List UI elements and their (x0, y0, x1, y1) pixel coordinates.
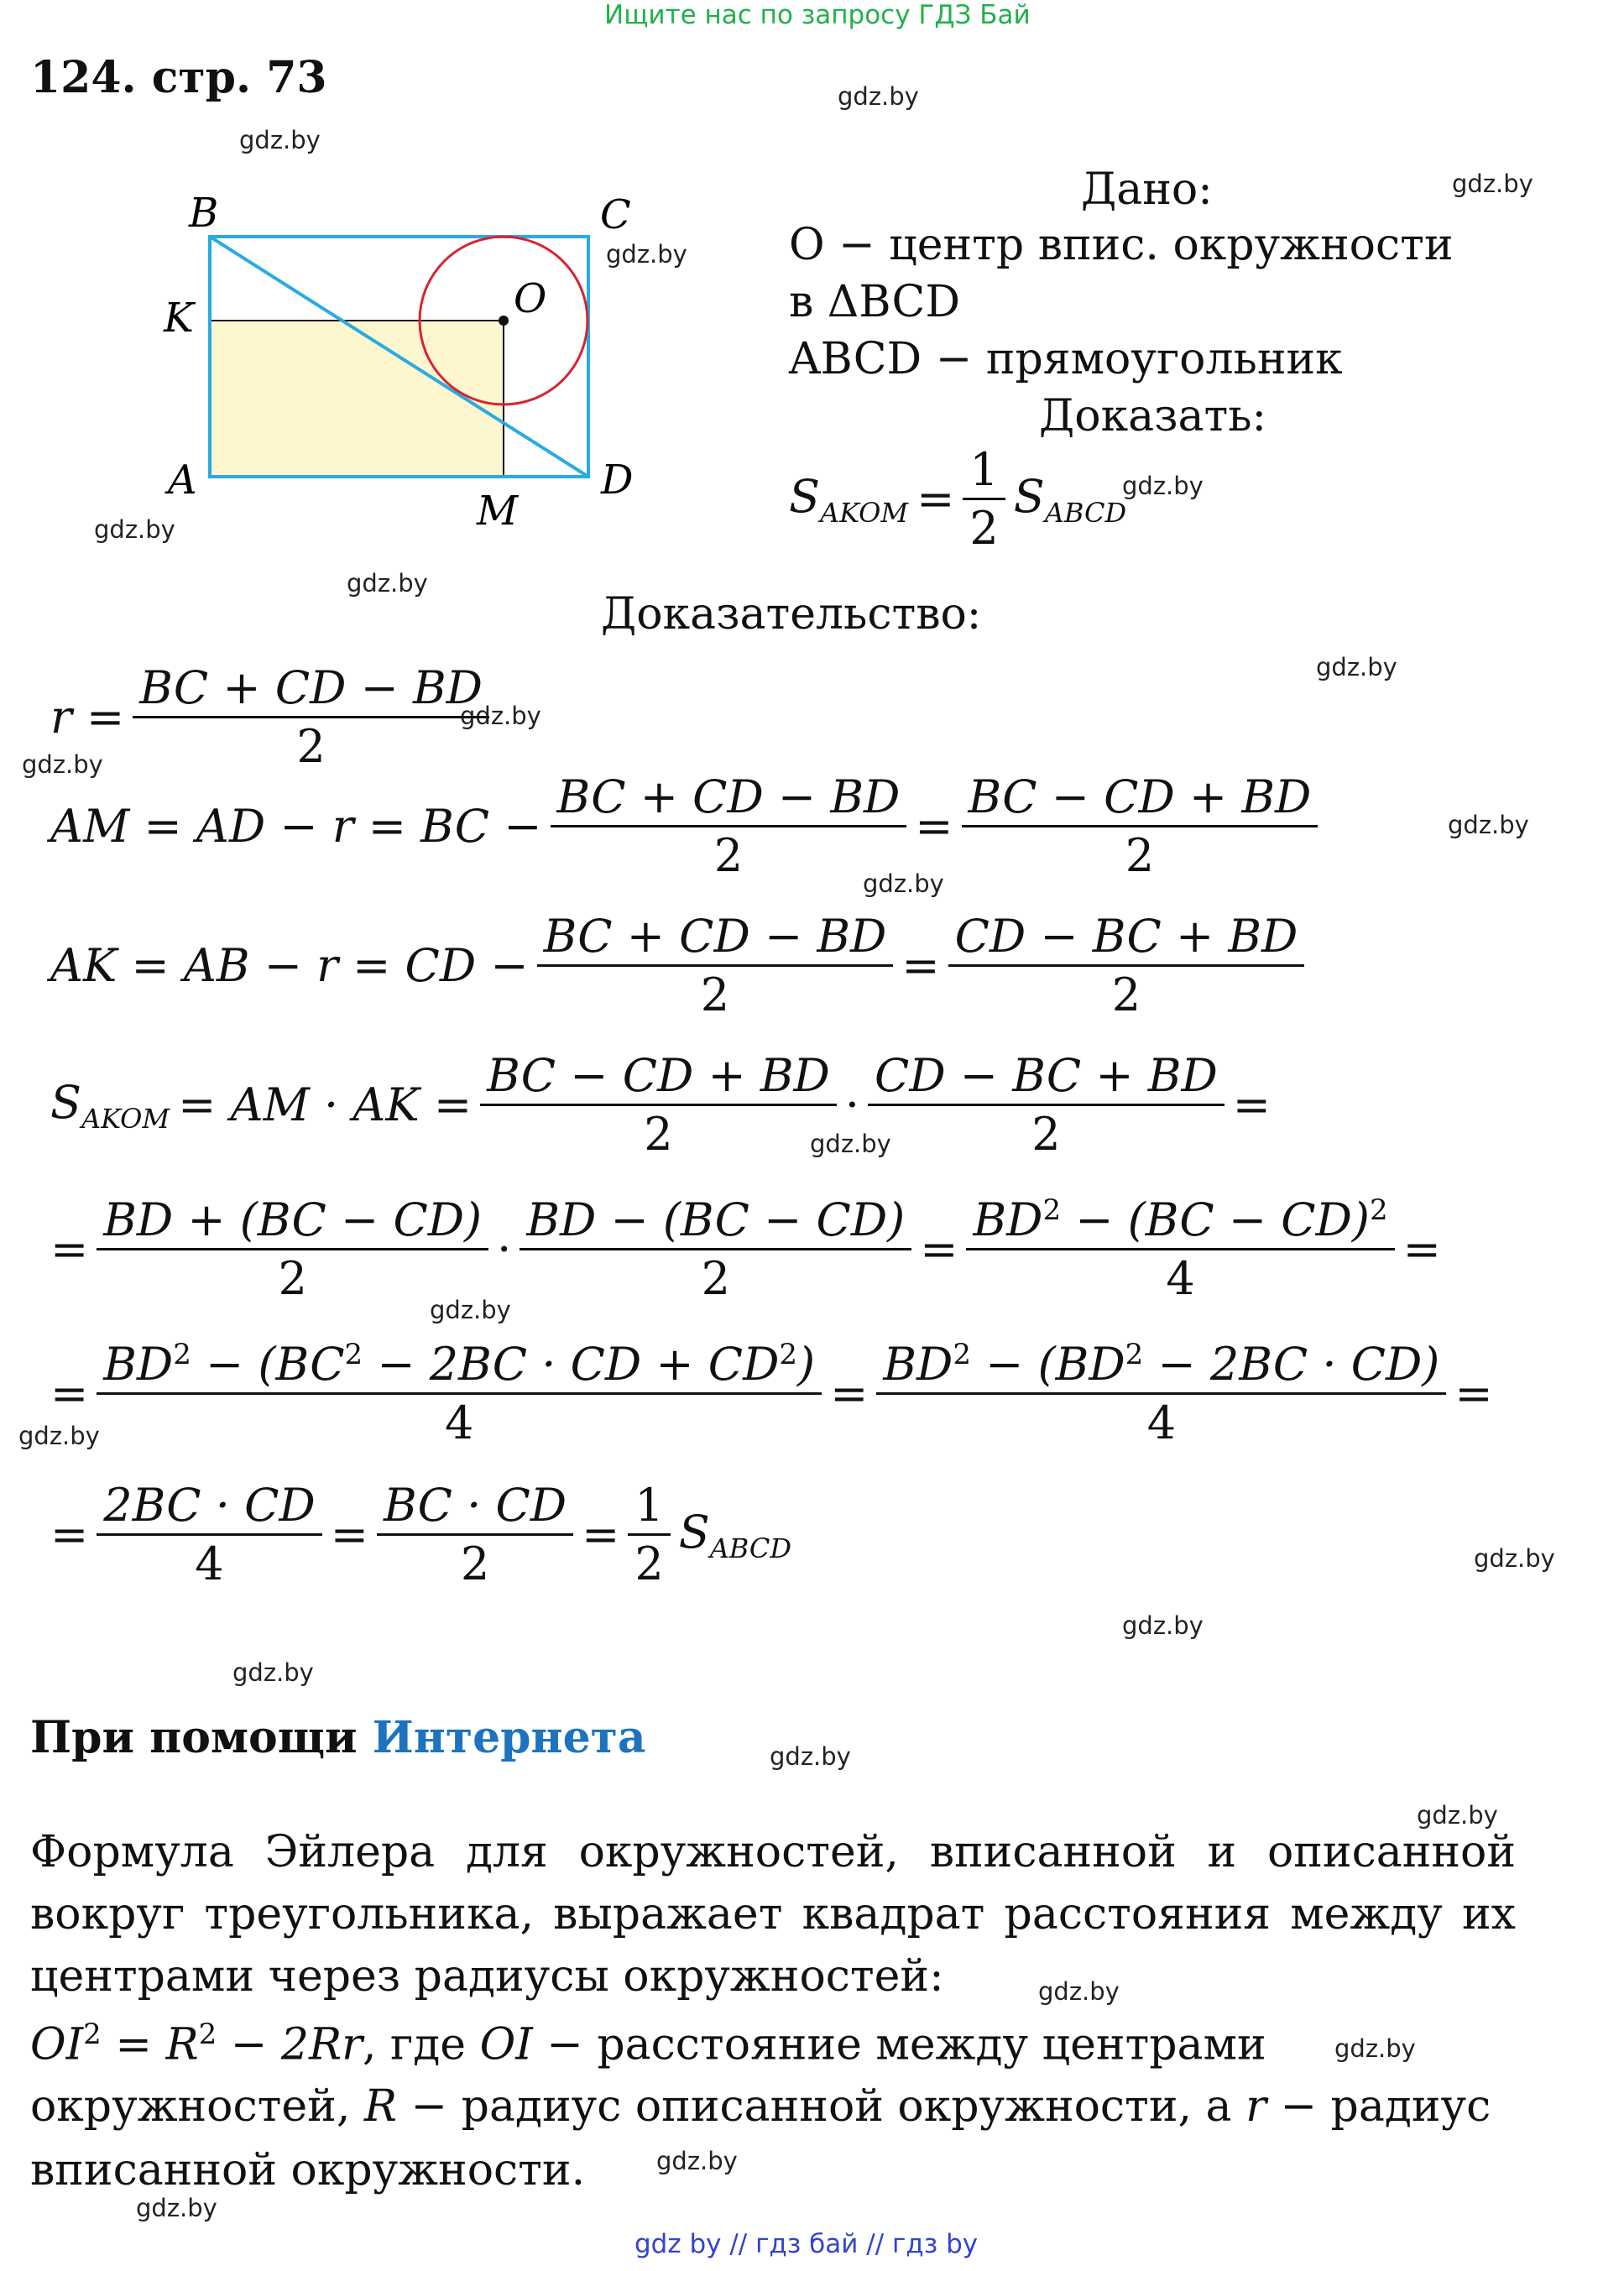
given-line-1: O − центр впис. окружности (789, 220, 1454, 270)
internet-link[interactable]: Интернета (372, 1712, 646, 1763)
watermark: gdz.by (810, 1130, 891, 1158)
equation-r: r = $\frac{BC + CD - BD}{2}$ (50, 663, 489, 772)
equation-line-7: = $\frac{2BC \cdot CD}{4}$ = $\frac{BC \cdot CD}{2}$ = $\frac{1}{2}$ $S_{ABCD}$ (50, 1479, 792, 1591)
given-heading: Дано: (1081, 164, 1213, 215)
watermark: gdz.by (136, 2194, 217, 2222)
watermark: gdz.by (239, 126, 321, 154)
equation-s-akom: $S_{AKOM}$ = AM · AK = $\frac{BC - CD + BD}{2}$ · $\frac{CD - BC + BD}{2}$ = (50, 1049, 1272, 1162)
given-line-2: в ΔBCD (789, 277, 961, 327)
watermark: gdz.by (18, 1422, 100, 1450)
watermark: gdz.by (770, 1742, 851, 1771)
watermark: gdz.by (22, 750, 103, 779)
rectangle-akom (210, 321, 504, 477)
watermark: gdz.by (1122, 472, 1204, 500)
euler-formula-line: $OI^2 = R^2 - 2Rr$, где OI − расстояние между центрами (30, 2018, 1266, 2070)
geometry-figure (126, 185, 646, 537)
label-d: D (601, 457, 634, 504)
watermark: gdz.by (347, 569, 428, 598)
watermark: gdz.by (838, 82, 919, 111)
label-k: K (164, 295, 194, 342)
label-a: A (168, 457, 197, 504)
watermark: gdz.by (1474, 1544, 1555, 1573)
header-search-link[interactable]: Ищите нас по запросу ГДЗ Бай (604, 0, 1031, 30)
proof-heading: Доказательство: (601, 589, 982, 640)
watermark: gdz.by (94, 515, 175, 544)
watermark: gdz.by (1452, 170, 1533, 198)
watermark: gdz.by (1316, 653, 1397, 681)
equation-am: AM = AD − r = BC − $\frac{BC + CD - BD}{2}$ = $\frac{BC - CD + BD}{2}$ (50, 772, 1318, 881)
watermark: gdz.by (1417, 1801, 1498, 1830)
watermark: gdz.by (606, 240, 687, 269)
equation-line-6: = $\frac{BD^2 - (BC^2 - 2BC \cdot CD + CD^2)}{4}$ = $\frac{BD^2 - (BD^2 - 2BC \cdot CD)}{4}$ = (50, 1338, 1493, 1450)
center-point-o (499, 316, 509, 326)
watermark: gdz.by (232, 1658, 314, 1687)
watermark: gdz.by (863, 869, 944, 898)
given-line-3: ABCD − прямоугольник (789, 334, 1343, 384)
equation-line-5: = $\frac{BD + (BC - CD)}{2}$ · $\frac{BD - (BC - CD)}{2}$ = $\frac{BD^2 - (BC - CD)^2}{4}$ = (50, 1193, 1441, 1306)
prove-heading: Доказать: (1039, 391, 1267, 441)
label-b: B (189, 190, 219, 237)
watermark: gdz.by (1448, 811, 1529, 839)
watermark: gdz.by (1334, 2034, 1416, 2063)
label-m: M (477, 488, 519, 535)
prove-statement: $S_{AKOM}$ = $\frac{1}{2}$ $S_{ABCD}$ (789, 443, 1127, 556)
watermark: gdz.by (656, 2147, 738, 2175)
watermark: gdz.by (1122, 1611, 1204, 1640)
watermark: gdz.by (460, 702, 541, 730)
label-o: O (514, 275, 547, 322)
footer-links[interactable]: gdz by // гдз бай // гдз by (634, 2229, 979, 2259)
euler-definition-line: окружностей, R − радиус описанной окружности, а r − радиус (30, 2081, 1491, 2132)
watermark: gdz.by (430, 1296, 511, 1324)
watermark: gdz.by (1038, 1977, 1120, 2006)
internet-heading: При помощи Интернета (30, 1712, 646, 1763)
label-c: C (600, 191, 631, 238)
equation-ak: AK = AB − r = CD − $\frac{BC + CD - BD}{2}$ = $\frac{CD - BC + BD}{2}$ (50, 911, 1304, 1021)
page-title: 124. стр. 73 (30, 52, 327, 103)
euler-last-line: вписанной окружности. (30, 2145, 586, 2195)
euler-paragraph: Формула Эйлера для окружностей, вписанной и описанной вокруг треугольника, выражает квадрат расстояния между их центрами через радиусы окружностей: (30, 1827, 1516, 2002)
